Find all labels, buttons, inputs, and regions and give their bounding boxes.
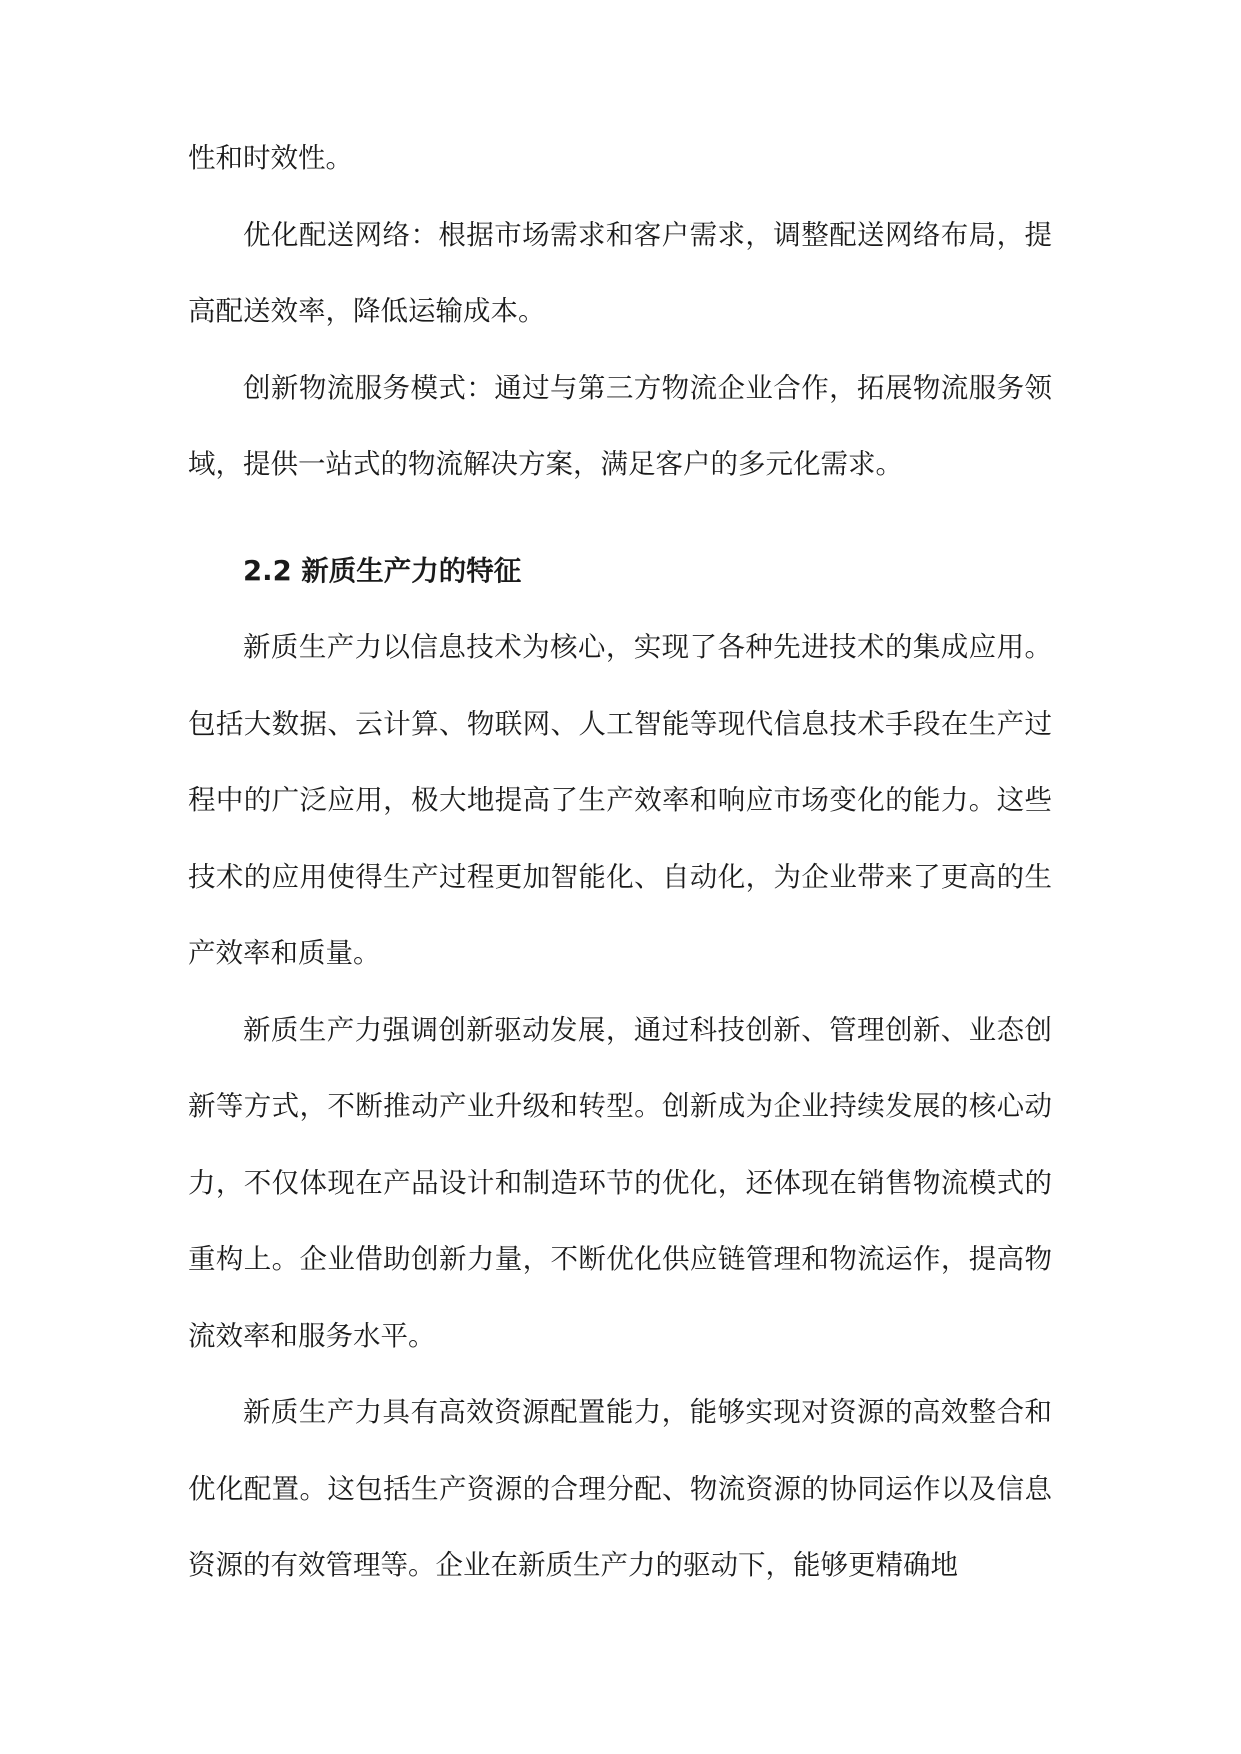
paragraph-innovate-logistics-service: 创新物流服务模式：通过与第三方物流企业合作，拓展物流服务领域，提供一站式的物流解决方案，满足客户的多元化需求。 bbox=[188, 371, 1052, 480]
paragraph-resource-allocation: 新质生产力具有高效资源配置能力，能够实现对资源的高效整合和优化配置。这包括生产资源的合理分配、物流资源的协同运作以及信息资源的有效管理等。企业在新质生产力的驱动下，能够更精确地 bbox=[188, 1396, 1052, 1581]
section-heading: 2.2 新质生产力的特征 bbox=[243, 554, 522, 587]
paragraph-information-technology-core: 新质生产力以信息技术为核心，实现了各种先进技术的集成应用。包括大数据、云计算、物联网、人工智能等现代信息技术手段在生产过程中的广泛应用，极大地提高了生产效率和响应市场变化的能力。这些技术的应用使得生产过程更加智能化、自动化，为企业带来了更高的生产效率和质量。 bbox=[188, 631, 1052, 969]
paragraph-continuation: 性和时效性。 bbox=[188, 142, 353, 174]
paragraph-innovation-driven: 新质生产力强调创新驱动发展，通过科技创新、管理创新、业态创新等方式，不断推动产业升级和转型。创新成为企业持续发展的核心动力，不仅体现在产品设计和制造环节的优化，还体现在销售物流模式的重构上。企业借助创新力量，不断优化供应链管理和物流运作，提高物流效率和服务水平。 bbox=[188, 1013, 1052, 1352]
paragraph-optimize-delivery-network: 优化配送网络：根据市场需求和客户需求，调整配送网络布局，提高配送效率，降低运输成本。 bbox=[188, 218, 1052, 327]
document-body bbox=[188, 120, 1052, 1604]
